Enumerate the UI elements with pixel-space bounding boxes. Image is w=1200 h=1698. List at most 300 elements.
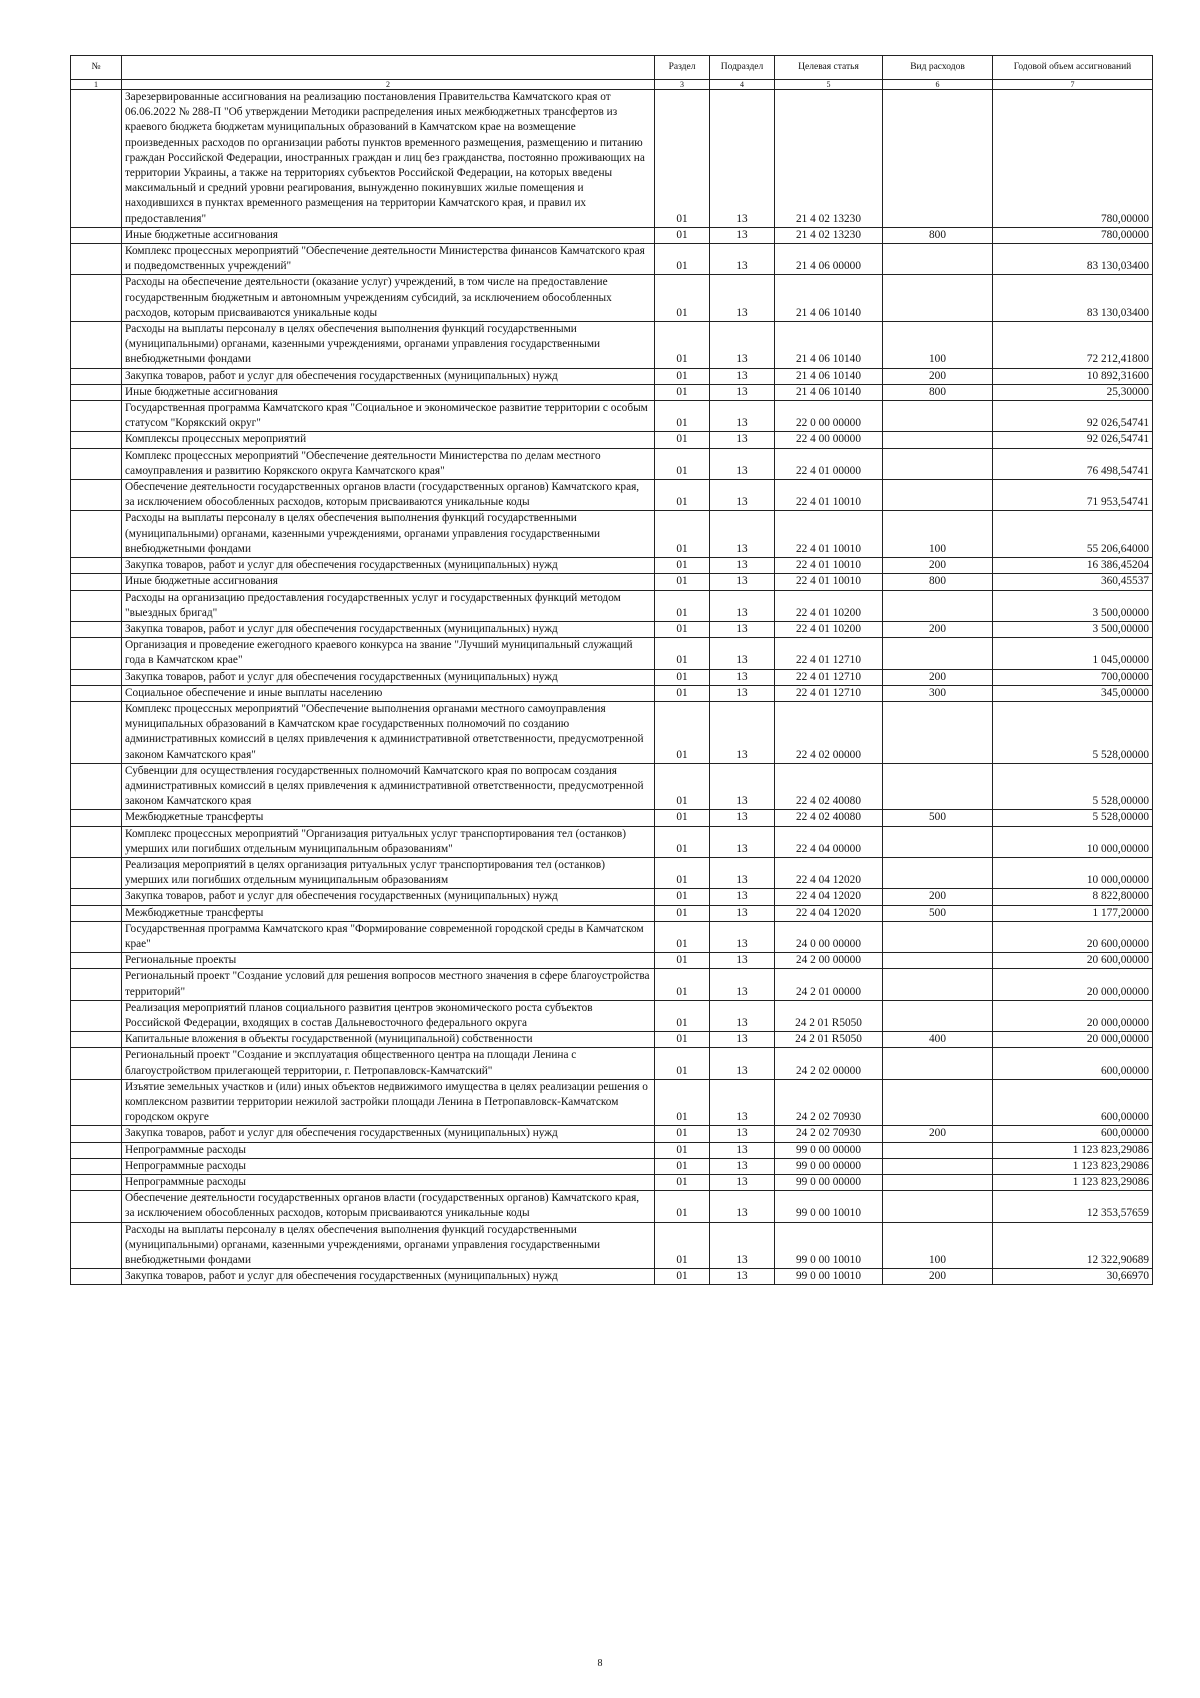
row-podrazdel: 13	[710, 1222, 775, 1269]
row-razdel: 01	[655, 638, 710, 669]
row-expense-type: 800	[883, 384, 993, 400]
row-name: Комплекс процессных мероприятий "Обеспечение деятельности Министерства финансов Камчатского края и подведомственных учреждений"	[122, 244, 655, 275]
row-target-article: 24 2 02 00000	[775, 1048, 883, 1079]
row-target-article: 22 4 01 10200	[775, 590, 883, 621]
table-row	[71, 511, 1153, 558]
row-podrazdel: 13	[710, 1142, 775, 1158]
row-podrazdel: 13	[710, 384, 775, 400]
row-razdel: 01	[655, 621, 710, 637]
row-expense-type: 200	[883, 1269, 993, 1285]
row-expense-type	[883, 244, 993, 275]
row-podrazdel: 13	[710, 810, 775, 826]
row-expense-type: 500	[883, 810, 993, 826]
row-expense-type	[883, 432, 993, 448]
row-expense-type: 500	[883, 905, 993, 921]
row-name: Иные бюджетные ассигнования	[122, 384, 655, 400]
column-number: 5	[775, 80, 883, 90]
row-expense-type	[883, 1158, 993, 1174]
row-razdel: 01	[655, 669, 710, 685]
row-razdel: 01	[655, 558, 710, 574]
row-number-cell	[71, 227, 122, 243]
row-name: Зарезервированные ассигнования на реализацию постановления Правительства Камчатского края от 06.06.2022 № 288-П "Об утверждении Методики распределения иных межбюджетных трансфертов из краевого бюджета бюджетам муниципальных образований в Камчатском крае на возмещение произведенных расходов по организации работы пунктов временного размещения, размещению и питанию граждан Российской Федерации, иностранных граждан и лиц без гражданства, постоянно проживающих на территории Украины, а также на территориях субъектов Российской Федерации, на которых введены максимальный и средний уровни реагирования, вынужденно покинувших жилые помещения и находившихся в пунктах временного размещения на территории Камчатского края, и правил их предоставления"	[122, 90, 655, 228]
row-name: Закупка товаров, работ и услуг для обеспечения государственных (муниципальных) нужд	[122, 368, 655, 384]
row-amount: 20 000,00000	[993, 1032, 1153, 1048]
row-target-article: 21 4 02 13230	[775, 90, 883, 228]
row-name: Организация и проведение ежегодного краевого конкурса на звание "Лучший муниципальный служащий года в Камчатском крае"	[122, 638, 655, 669]
row-number-cell	[71, 384, 122, 400]
row-podrazdel: 13	[710, 368, 775, 384]
row-podrazdel: 13	[710, 275, 775, 322]
row-name: Непрограммные расходы	[122, 1158, 655, 1174]
row-podrazdel: 13	[710, 1079, 775, 1126]
column-number: 4	[710, 80, 775, 90]
row-podrazdel: 13	[710, 244, 775, 275]
row-target-article: 21 4 06 10140	[775, 322, 883, 369]
table-row	[71, 590, 1153, 621]
row-target-article: 99 0 00 00000	[775, 1175, 883, 1191]
row-amount: 55 206,64000	[993, 511, 1153, 558]
row-amount: 30,66970	[993, 1269, 1153, 1285]
row-target-article: 24 2 01 R5050	[775, 1000, 883, 1031]
row-target-article: 99 0 00 10010	[775, 1269, 883, 1285]
table-row	[71, 638, 1153, 669]
row-razdel: 01	[655, 275, 710, 322]
row-podrazdel: 13	[710, 448, 775, 479]
row-number-cell	[71, 90, 122, 228]
table-row	[71, 368, 1153, 384]
row-name: Комплекс процессных мероприятий "Организация ритуальных услуг транспортирования тел (останков) умерших или погибших отдельным муниципальным образованиям"	[122, 826, 655, 857]
row-podrazdel: 13	[710, 1000, 775, 1031]
table-row	[71, 969, 1153, 1000]
row-target-article: 24 0 00 00000	[775, 921, 883, 952]
row-podrazdel: 13	[710, 1269, 775, 1285]
row-target-article: 21 4 06 10140	[775, 275, 883, 322]
header-podrazdel: Подраздел	[710, 56, 775, 80]
row-razdel: 01	[655, 511, 710, 558]
column-number: 7	[993, 80, 1153, 90]
row-target-article: 21 4 06 00000	[775, 244, 883, 275]
row-name: Межбюджетные трансферты	[122, 905, 655, 921]
row-amount: 600,00000	[993, 1079, 1153, 1126]
table-row	[71, 921, 1153, 952]
table-row	[71, 1191, 1153, 1222]
row-name: Социальное обеспечение и иные выплаты населению	[122, 685, 655, 701]
row-razdel: 01	[655, 432, 710, 448]
row-number-cell	[71, 685, 122, 701]
row-target-article: 22 4 01 12710	[775, 638, 883, 669]
row-number-cell	[71, 574, 122, 590]
row-number-cell	[71, 701, 122, 763]
row-podrazdel: 13	[710, 1175, 775, 1191]
row-number-cell	[71, 1032, 122, 1048]
row-expense-type	[883, 1142, 993, 1158]
table-row	[71, 1158, 1153, 1174]
row-razdel: 01	[655, 810, 710, 826]
row-name: Закупка товаров, работ и услуг для обеспечения государственных (муниципальных) нужд	[122, 1269, 655, 1285]
row-number-cell	[71, 511, 122, 558]
row-name: Закупка товаров, работ и услуг для обеспечения государственных (муниципальных) нужд	[122, 621, 655, 637]
row-number-cell	[71, 448, 122, 479]
row-expense-type	[883, 480, 993, 511]
row-expense-type: 100	[883, 1222, 993, 1269]
row-name: Реализация мероприятий планов социального развития центров экономического роста субъектов Российской Федерации, входящих в состав Дальневосточного федерального округа	[122, 1000, 655, 1031]
row-razdel: 01	[655, 1032, 710, 1048]
row-name: Изъятие земельных участков и (или) иных объектов недвижимого имущества в целях реализации решения о комплексном развитии территории нежилой застройки площади Ленина в Петропавловск-Камчатском городском округе	[122, 1079, 655, 1126]
row-expense-type	[883, 1079, 993, 1126]
row-name: Комплекс процессных мероприятий "Обеспечение деятельности Министерства по делам местного самоуправления и развитию Корякского округа Камчатского края"	[122, 448, 655, 479]
table-row	[71, 227, 1153, 243]
table-row	[71, 763, 1153, 810]
row-amount: 83 130,03400	[993, 275, 1153, 322]
row-number-cell	[71, 638, 122, 669]
row-number-cell	[71, 826, 122, 857]
row-name: Закупка товаров, работ и услуг для обеспечения государственных (муниципальных) нужд	[122, 669, 655, 685]
row-expense-type	[883, 763, 993, 810]
row-podrazdel: 13	[710, 480, 775, 511]
row-name: Субвенции для осуществления государственных полномочий Камчатского края по вопросам создания административных комиссий в целях привлечения к административной ответственности, предусмотренной законом Камчатского края	[122, 763, 655, 810]
row-razdel: 01	[655, 921, 710, 952]
row-number-cell	[71, 558, 122, 574]
row-expense-type	[883, 90, 993, 228]
row-amount: 16 386,45204	[993, 558, 1153, 574]
table-row	[71, 685, 1153, 701]
row-expense-type: 200	[883, 621, 993, 637]
row-name: Межбюджетные трансферты	[122, 810, 655, 826]
row-amount: 12 353,57659	[993, 1191, 1153, 1222]
row-name: Иные бюджетные ассигнования	[122, 227, 655, 243]
row-number-cell	[71, 590, 122, 621]
row-expense-type: 100	[883, 322, 993, 369]
row-expense-type	[883, 857, 993, 888]
row-expense-type: 300	[883, 685, 993, 701]
row-expense-type: 200	[883, 558, 993, 574]
row-podrazdel: 13	[710, 558, 775, 574]
row-razdel: 01	[655, 1269, 710, 1285]
row-razdel: 01	[655, 889, 710, 905]
row-amount: 780,00000	[993, 90, 1153, 228]
row-name: Расходы на выплаты персоналу в целях обеспечения выполнения функций государственными (муниципальными) органами, казенными учреждениями, органами управления государственными внебюджетными фондами	[122, 322, 655, 369]
row-name: Государственная программа Камчатского края "Формирование современной городской среды в Камчатском крае"	[122, 921, 655, 952]
table-row	[71, 244, 1153, 275]
row-amount: 360,45537	[993, 574, 1153, 590]
row-number-cell	[71, 621, 122, 637]
row-number-cell	[71, 669, 122, 685]
row-razdel: 01	[655, 574, 710, 590]
row-target-article: 22 4 01 10010	[775, 574, 883, 590]
row-razdel: 01	[655, 480, 710, 511]
row-number-cell	[71, 810, 122, 826]
row-podrazdel: 13	[710, 1032, 775, 1048]
row-target-article: 24 2 00 00000	[775, 953, 883, 969]
table-row	[71, 432, 1153, 448]
row-podrazdel: 13	[710, 826, 775, 857]
row-razdel: 01	[655, 590, 710, 621]
row-podrazdel: 13	[710, 638, 775, 669]
row-podrazdel: 13	[710, 1048, 775, 1079]
row-amount: 600,00000	[993, 1126, 1153, 1142]
row-expense-type: 800	[883, 574, 993, 590]
row-amount: 1 123 823,29086	[993, 1142, 1153, 1158]
row-name: Региональные проекты	[122, 953, 655, 969]
row-target-article: 22 4 04 12020	[775, 889, 883, 905]
budget-table	[70, 55, 1153, 1285]
row-target-article: 22 4 04 12020	[775, 905, 883, 921]
row-amount: 1 123 823,29086	[993, 1175, 1153, 1191]
row-amount: 92 026,54741	[993, 432, 1153, 448]
row-target-article: 22 0 00 00000	[775, 401, 883, 432]
row-razdel: 01	[655, 368, 710, 384]
row-number-cell	[71, 275, 122, 322]
row-amount: 72 212,41800	[993, 322, 1153, 369]
row-expense-type: 200	[883, 1126, 993, 1142]
budget-table-sheet	[70, 55, 1152, 1285]
row-razdel: 01	[655, 1158, 710, 1174]
row-target-article: 22 4 02 00000	[775, 701, 883, 763]
column-number: 2	[122, 80, 655, 90]
row-target-article: 22 4 01 12710	[775, 669, 883, 685]
row-number-cell	[71, 1191, 122, 1222]
table-row	[71, 1269, 1153, 1285]
row-name: Комплекс процессных мероприятий "Обеспечение выполнения органами местного самоуправления муниципальных образований в Камчатском крае государственных полномочий по созданию административных комиссий в целях привлечения к административной ответственности, предусмотренной законом Камчатского края"	[122, 701, 655, 763]
row-expense-type: 200	[883, 889, 993, 905]
table-row	[71, 905, 1153, 921]
header-expense-type: Вид расходов	[883, 56, 993, 80]
table-row	[71, 401, 1153, 432]
table-row	[71, 810, 1153, 826]
row-target-article: 22 4 04 00000	[775, 826, 883, 857]
table-row	[71, 1000, 1153, 1031]
row-amount: 76 498,54741	[993, 448, 1153, 479]
row-razdel: 01	[655, 401, 710, 432]
row-razdel: 01	[655, 701, 710, 763]
table-row	[71, 275, 1153, 322]
row-amount: 1 045,00000	[993, 638, 1153, 669]
row-podrazdel: 13	[710, 401, 775, 432]
row-number-cell	[71, 763, 122, 810]
row-name: Расходы на выплаты персоналу в целях обеспечения выполнения функций государственными (муниципальными) органами, казенными учреждениями, органами управления государственными внебюджетными фондами	[122, 1222, 655, 1269]
table-row	[71, 1126, 1153, 1142]
column-number: 3	[655, 80, 710, 90]
row-number-cell	[71, 889, 122, 905]
row-expense-type	[883, 953, 993, 969]
row-podrazdel: 13	[710, 763, 775, 810]
row-target-article: 22 4 01 10200	[775, 621, 883, 637]
row-target-article: 99 0 00 00000	[775, 1158, 883, 1174]
row-razdel: 01	[655, 953, 710, 969]
row-razdel: 01	[655, 969, 710, 1000]
table-row	[71, 90, 1153, 228]
row-name: Закупка товаров, работ и услуг для обеспечения государственных (муниципальных) нужд	[122, 889, 655, 905]
row-name: Обеспечение деятельности государственных органов власти (государственных органов) Камчатского края, за исключением обособленных расходов, которым присваиваются уникальные коды	[122, 480, 655, 511]
row-number-cell	[71, 905, 122, 921]
row-amount: 1 177,20000	[993, 905, 1153, 921]
row-target-article: 22 4 01 10010	[775, 511, 883, 558]
row-name: Расходы на обеспечение деятельности (оказание услуг) учреждений, в том числе на предоставление государственным бюджетным и автономным учреждениям субсидий, за исключением обособленных расходов, которым присваиваются уникальные коды	[122, 275, 655, 322]
row-target-article: 22 4 01 00000	[775, 448, 883, 479]
row-razdel: 01	[655, 227, 710, 243]
row-target-article: 22 4 02 40080	[775, 810, 883, 826]
row-razdel: 01	[655, 857, 710, 888]
table-row	[71, 448, 1153, 479]
row-expense-type	[883, 1191, 993, 1222]
row-amount: 1 123 823,29086	[993, 1158, 1153, 1174]
table-row	[71, 558, 1153, 574]
row-razdel: 01	[655, 685, 710, 701]
row-amount: 5 528,00000	[993, 701, 1153, 763]
row-razdel: 01	[655, 322, 710, 369]
row-expense-type	[883, 1175, 993, 1191]
row-razdel: 01	[655, 1126, 710, 1142]
table-row	[71, 621, 1153, 637]
row-razdel: 01	[655, 1048, 710, 1079]
table-row	[71, 826, 1153, 857]
row-expense-type	[883, 701, 993, 763]
table-row	[71, 1142, 1153, 1158]
table-row	[71, 322, 1153, 369]
row-razdel: 01	[655, 244, 710, 275]
row-target-article: 24 2 01 R5050	[775, 1032, 883, 1048]
row-podrazdel: 13	[710, 905, 775, 921]
row-target-article: 21 4 02 13230	[775, 227, 883, 243]
table-row	[71, 953, 1153, 969]
row-target-article: 22 4 04 12020	[775, 857, 883, 888]
row-expense-type: 200	[883, 368, 993, 384]
row-podrazdel: 13	[710, 1158, 775, 1174]
row-target-article: 22 4 02 40080	[775, 763, 883, 810]
row-expense-type: 200	[883, 669, 993, 685]
row-podrazdel: 13	[710, 685, 775, 701]
row-name: Региональный проект "Создание и эксплуатация общественного центра на площади Ленина с благоустройством прилегающей территории, г. Петропавловск-Камчатский"	[122, 1048, 655, 1079]
row-razdel: 01	[655, 826, 710, 857]
column-number: 1	[71, 80, 122, 90]
row-amount: 20 600,00000	[993, 953, 1153, 969]
row-amount: 780,00000	[993, 227, 1153, 243]
row-amount: 92 026,54741	[993, 401, 1153, 432]
row-amount: 3 500,00000	[993, 590, 1153, 621]
row-expense-type: 100	[883, 511, 993, 558]
row-number-cell	[71, 368, 122, 384]
row-number-cell	[71, 1142, 122, 1158]
row-number-cell	[71, 921, 122, 952]
row-target-article: 99 0 00 10010	[775, 1191, 883, 1222]
row-expense-type	[883, 969, 993, 1000]
row-number-cell	[71, 969, 122, 1000]
row-number-cell	[71, 1000, 122, 1031]
row-target-article: 21 4 06 10140	[775, 384, 883, 400]
row-expense-type	[883, 590, 993, 621]
row-amount: 5 528,00000	[993, 763, 1153, 810]
row-podrazdel: 13	[710, 511, 775, 558]
row-name: Иные бюджетные ассигнования	[122, 574, 655, 590]
row-target-article: 99 0 00 00000	[775, 1142, 883, 1158]
row-name: Расходы на выплаты персоналу в целях обеспечения выполнения функций государственными (муниципальными) органами, казенными учреждениями, органами управления государственными внебюджетными фондами	[122, 511, 655, 558]
row-number-cell	[71, 1048, 122, 1079]
row-amount: 10 000,00000	[993, 857, 1153, 888]
row-podrazdel: 13	[710, 889, 775, 905]
row-name: Государственная программа Камчатского края "Социальное и экономическое развитие территории с особым статусом "Корякский округ"	[122, 401, 655, 432]
column-number-row	[71, 80, 1153, 90]
table-row	[71, 669, 1153, 685]
row-amount: 700,00000	[993, 669, 1153, 685]
row-expense-type	[883, 275, 993, 322]
row-number-cell	[71, 857, 122, 888]
row-name: Непрограммные расходы	[122, 1175, 655, 1191]
row-expense-type	[883, 1048, 993, 1079]
row-number-cell	[71, 1269, 122, 1285]
row-amount: 20 000,00000	[993, 1000, 1153, 1031]
table-row	[71, 1079, 1153, 1126]
row-podrazdel: 13	[710, 322, 775, 369]
row-name: Непрограммные расходы	[122, 1142, 655, 1158]
row-expense-type	[883, 448, 993, 479]
row-expense-type	[883, 921, 993, 952]
row-razdel: 01	[655, 1222, 710, 1269]
table-row	[71, 857, 1153, 888]
table-body	[71, 90, 1153, 1285]
row-amount: 12 322,90689	[993, 1222, 1153, 1269]
row-number-cell	[71, 401, 122, 432]
row-amount: 20 000,00000	[993, 969, 1153, 1000]
row-expense-type: 400	[883, 1032, 993, 1048]
header-annual-amount: Годовой объем ассигнований	[993, 56, 1153, 80]
row-amount: 5 528,00000	[993, 810, 1153, 826]
row-target-article: 22 4 01 12710	[775, 685, 883, 701]
header-name	[122, 56, 655, 80]
row-target-article: 22 4 00 00000	[775, 432, 883, 448]
row-target-article: 22 4 01 10010	[775, 480, 883, 511]
header-number: №	[71, 56, 122, 80]
row-expense-type	[883, 1000, 993, 1031]
row-number-cell	[71, 1222, 122, 1269]
row-name: Обеспечение деятельности государственных органов власти (государственных органов) Камчатского края, за исключением обособленных расходов, которым присваиваются уникальные коды	[122, 1191, 655, 1222]
row-razdel: 01	[655, 384, 710, 400]
row-amount: 71 953,54741	[993, 480, 1153, 511]
page-number: 8	[597, 1658, 603, 1669]
row-amount: 20 600,00000	[993, 921, 1153, 952]
row-target-article: 22 4 01 10010	[775, 558, 883, 574]
row-number-cell	[71, 480, 122, 511]
row-razdel: 01	[655, 1191, 710, 1222]
row-razdel: 01	[655, 1079, 710, 1126]
header-razdel: Раздел	[655, 56, 710, 80]
row-target-article: 24 2 01 00000	[775, 969, 883, 1000]
row-podrazdel: 13	[710, 969, 775, 1000]
column-number: 6	[883, 80, 993, 90]
row-target-article: 99 0 00 10010	[775, 1222, 883, 1269]
row-podrazdel: 13	[710, 432, 775, 448]
row-podrazdel: 13	[710, 590, 775, 621]
row-amount: 600,00000	[993, 1048, 1153, 1079]
row-amount: 8 822,80000	[993, 889, 1153, 905]
row-podrazdel: 13	[710, 857, 775, 888]
row-name: Региональный проект "Создание условий для решения вопросов местного значения в сфере благоустройства территорий"	[122, 969, 655, 1000]
row-name: Реализация мероприятий в целях организация ритуальных услуг транспортирования тел (останков) умерших или погибших отдельным муниципальным образованиям	[122, 857, 655, 888]
row-expense-type	[883, 638, 993, 669]
row-number-cell	[71, 244, 122, 275]
row-name: Расходы на организацию предоставления государственных услуг и государственных функций методом "выездных бригад"	[122, 590, 655, 621]
row-razdel: 01	[655, 1175, 710, 1191]
row-number-cell	[71, 1126, 122, 1142]
table-header-row	[71, 56, 1153, 80]
header-target-article: Целевая статья	[775, 56, 883, 80]
table-row	[71, 574, 1153, 590]
row-target-article: 24 2 02 70930	[775, 1126, 883, 1142]
row-amount: 10 000,00000	[993, 826, 1153, 857]
table-row	[71, 701, 1153, 763]
row-number-cell	[71, 1079, 122, 1126]
table-row	[71, 889, 1153, 905]
table-row	[71, 480, 1153, 511]
